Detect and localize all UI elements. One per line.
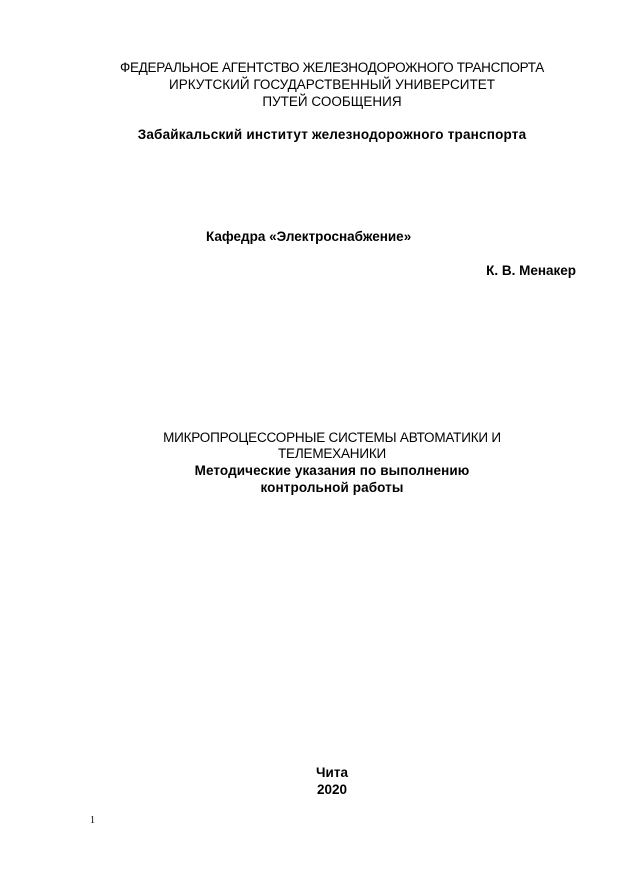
institute-name: Забайкальский институт железнодорожного транспорта — [137, 127, 527, 142]
document-subtitle-line2: контрольной работы — [260, 480, 404, 495]
document-title-line2: ТЕЛЕМЕХАНИКИ — [278, 446, 386, 461]
publication-year: 2020 — [316, 782, 348, 797]
document-subtitle-line1: Методические указания по выполнению — [194, 463, 470, 478]
university-name-line1: ИРКУТСКИЙ ГОСУДАРСТВЕННЫЙ УНИВЕРСИТЕТ — [169, 77, 495, 92]
university-name-line2: ПУТЕЙ СООБЩЕНИЯ — [262, 94, 402, 109]
document-title-line1: МИКРОПРОЦЕССОРНЫЕ СИСТЕМЫ АВТОМАТИКИ И — [163, 430, 501, 445]
department-name: Кафедра «Электроснабжение» — [206, 229, 412, 244]
author-name: К. В. Менакер — [486, 263, 576, 278]
page-number: 1 — [90, 815, 95, 826]
city-name: Чита — [316, 765, 348, 780]
agency-name: ФЕДЕРАЛЬНОЕ АГЕНТСТВО ЖЕЛЕЗНОДОРОЖНОГО ТРАНСПОРТА — [120, 60, 544, 75]
